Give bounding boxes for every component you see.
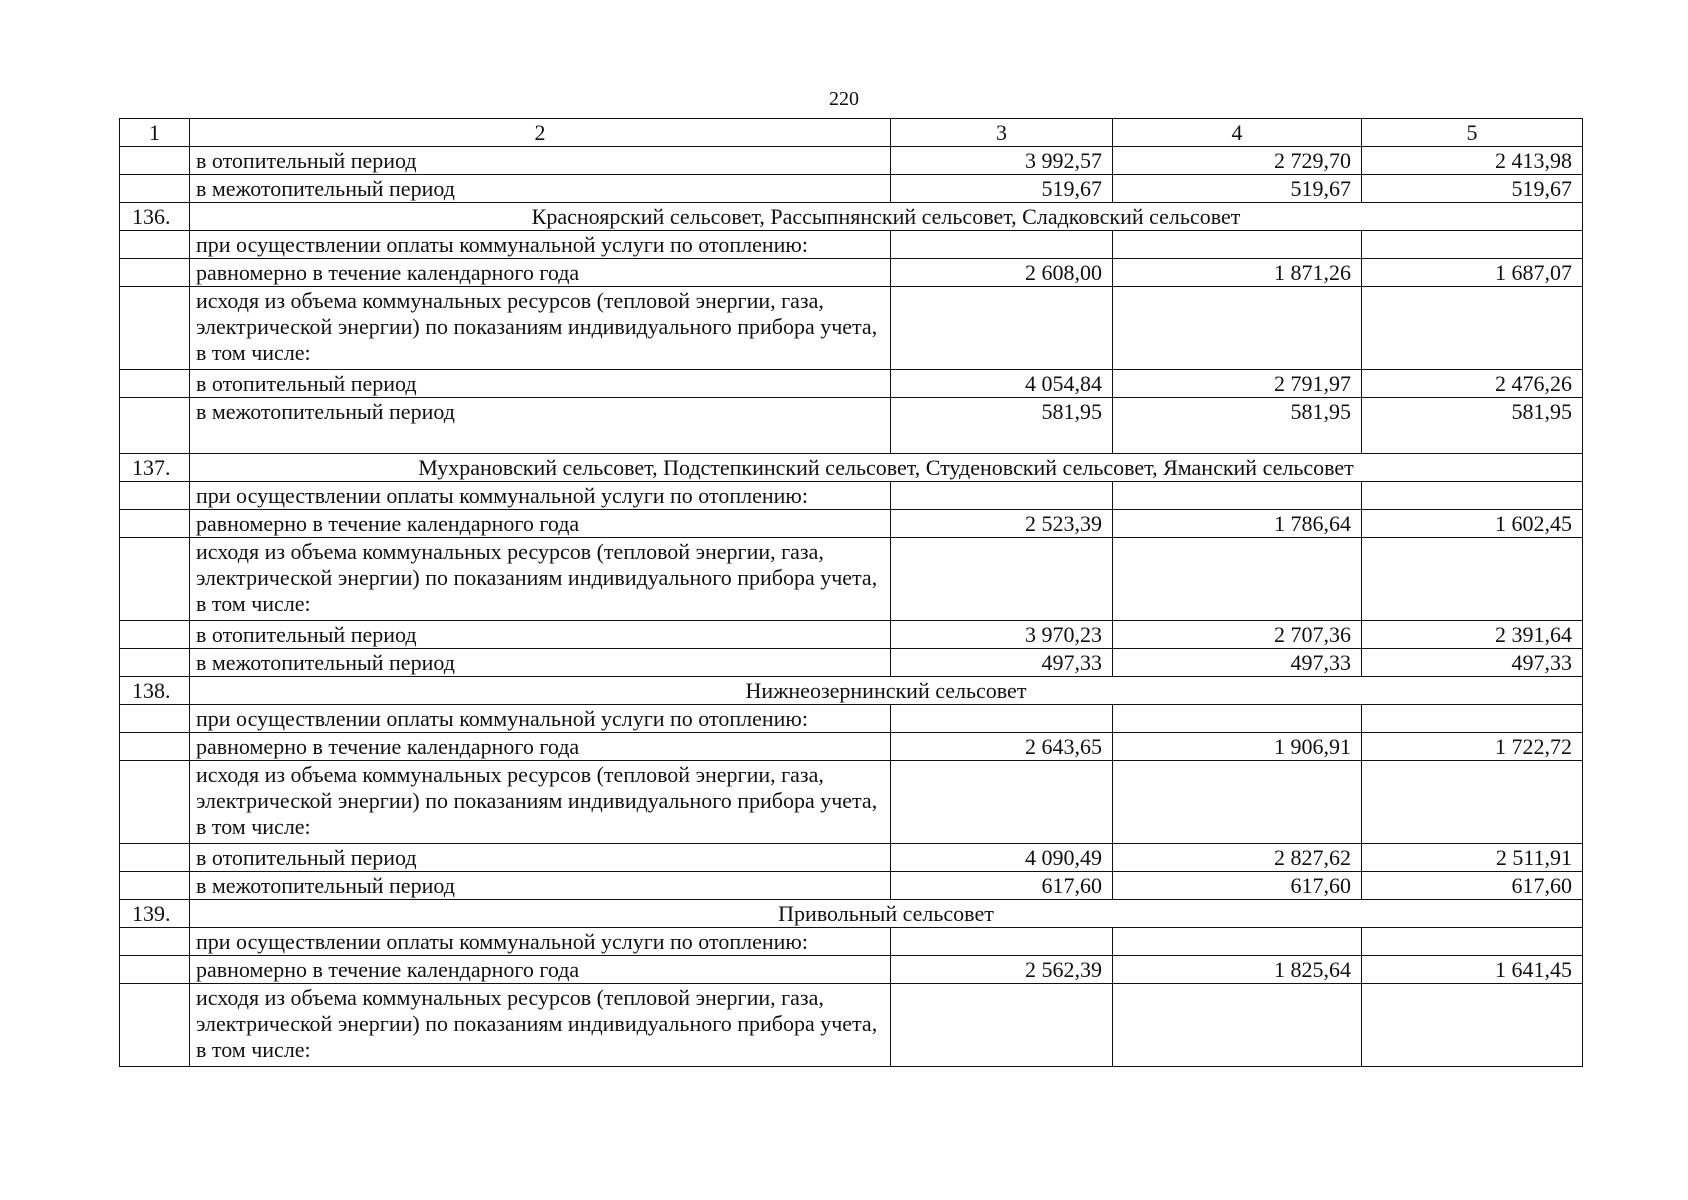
- row-number: [120, 649, 190, 677]
- row-description: равномерно в течение календарного года: [190, 956, 891, 984]
- section-title: Привольный сельсовет: [190, 900, 1583, 928]
- table-row: [120, 928, 1583, 956]
- value-col-3: [891, 231, 1113, 259]
- table-row: [120, 175, 1583, 203]
- header-row: [120, 119, 1583, 147]
- row-description: в отопительный период: [190, 621, 891, 649]
- value-col-5: 1 687,07: [1362, 259, 1583, 287]
- row-description: исходя из объема коммунальных ресурсов (тепловой энергии, газа, электрической энергии) по показаниям индивидуального прибора учета, в том числе:: [190, 761, 891, 844]
- table-row: [120, 259, 1583, 287]
- value-col-3: 519,67: [891, 175, 1113, 203]
- page-number: 220: [829, 88, 859, 110]
- table-row: [120, 761, 1583, 844]
- row-description: в межотопительный период: [190, 649, 891, 677]
- row-number: 137.: [120, 454, 190, 482]
- value-col-4: 2 707,36: [1113, 621, 1362, 649]
- row-description: равномерно в течение календарного года: [190, 259, 891, 287]
- value-col-4: [1113, 984, 1362, 1067]
- row-description: в отопительный период: [190, 147, 891, 175]
- row-number: [120, 482, 190, 510]
- value-col-3: 2 608,00: [891, 259, 1113, 287]
- value-col-4: [1113, 761, 1362, 844]
- value-col-4: 2 729,70: [1113, 147, 1362, 175]
- value-col-3: 4 090,49: [891, 844, 1113, 872]
- row-description: равномерно в течение календарного года: [190, 733, 891, 761]
- row-number: [120, 259, 190, 287]
- value-col-3: [891, 928, 1113, 956]
- value-col-5: [1362, 984, 1583, 1067]
- value-col-5: [1362, 482, 1583, 510]
- row-number: [120, 398, 190, 454]
- column-header-2: 2: [190, 119, 891, 147]
- value-col-5: [1362, 705, 1583, 733]
- section-title: Мухрановский сельсовет, Подстепкинский сельсовет, Студеновский сельсовет, Яманский сельсовет: [190, 454, 1583, 482]
- table-row: [120, 482, 1583, 510]
- row-number: [120, 956, 190, 984]
- row-description: в межотопительный период: [190, 175, 891, 203]
- value-col-3: 3 970,23: [891, 621, 1113, 649]
- value-col-5: 1 602,45: [1362, 510, 1583, 538]
- row-description: в отопительный период: [190, 370, 891, 398]
- row-description: при осуществлении оплаты коммунальной услуги по отоплению:: [190, 482, 891, 510]
- row-number: [120, 872, 190, 900]
- row-number: 139.: [120, 900, 190, 928]
- row-description: в отопительный период: [190, 844, 891, 872]
- value-col-3: [891, 705, 1113, 733]
- value-col-3: 581,95: [891, 398, 1113, 454]
- value-col-5: 1 641,45: [1362, 956, 1583, 984]
- value-col-4: 581,95: [1113, 398, 1362, 454]
- table-row: [120, 844, 1583, 872]
- value-col-4: [1113, 705, 1362, 733]
- value-col-4: [1113, 231, 1362, 259]
- value-col-4: 519,67: [1113, 175, 1362, 203]
- row-description: равномерно в течение календарного года: [190, 510, 891, 538]
- table-row: [120, 510, 1583, 538]
- table-row: [120, 621, 1583, 649]
- table-row: [120, 287, 1583, 370]
- row-number: [120, 984, 190, 1067]
- value-col-3: [891, 287, 1113, 370]
- value-col-3: [891, 761, 1113, 844]
- row-number: [120, 231, 190, 259]
- column-header-5: 5: [1362, 119, 1583, 147]
- value-col-4: 1 871,26: [1113, 259, 1362, 287]
- column-header-3: 3: [891, 119, 1113, 147]
- row-number: [120, 705, 190, 733]
- value-col-5: [1362, 538, 1583, 621]
- value-col-3: 2 562,39: [891, 956, 1113, 984]
- tariff-table: [119, 118, 1583, 1067]
- section-row: [120, 454, 1583, 482]
- table-row: [120, 231, 1583, 259]
- row-number: 138.: [120, 677, 190, 705]
- table-row: [120, 956, 1583, 984]
- section-row: [120, 900, 1583, 928]
- row-description: при осуществлении оплаты коммунальной услуги по отоплению:: [190, 231, 891, 259]
- value-col-5: [1362, 928, 1583, 956]
- row-description: при осуществлении оплаты коммунальной услуги по отоплению:: [190, 928, 891, 956]
- row-number: [120, 733, 190, 761]
- value-col-4: [1113, 538, 1362, 621]
- value-col-5: 519,67: [1362, 175, 1583, 203]
- table-row: [120, 872, 1583, 900]
- value-col-5: 2 511,91: [1362, 844, 1583, 872]
- value-col-3: 4 054,84: [891, 370, 1113, 398]
- column-header-4: 4: [1113, 119, 1362, 147]
- value-col-5: 2 476,26: [1362, 370, 1583, 398]
- row-description: исходя из объема коммунальных ресурсов (тепловой энергии, газа, электрической энергии) по показаниям индивидуального прибора учета, в том числе:: [190, 287, 891, 370]
- value-col-5: 2 413,98: [1362, 147, 1583, 175]
- value-col-3: [891, 538, 1113, 621]
- value-col-3: 617,60: [891, 872, 1113, 900]
- value-col-4: 617,60: [1113, 872, 1362, 900]
- table-row: [120, 538, 1583, 621]
- row-description: исходя из объема коммунальных ресурсов (тепловой энергии, газа, электрической энергии) по показаниям индивидуального прибора учета, в том числе:: [190, 984, 891, 1067]
- value-col-4: 1 906,91: [1113, 733, 1362, 761]
- value-col-3: 2 643,65: [891, 733, 1113, 761]
- value-col-5: 1 722,72: [1362, 733, 1583, 761]
- value-col-4: [1113, 482, 1362, 510]
- value-col-5: 497,33: [1362, 649, 1583, 677]
- row-number: [120, 510, 190, 538]
- value-col-4: 1 825,64: [1113, 956, 1362, 984]
- row-number: [120, 538, 190, 621]
- value-col-5: 617,60: [1362, 872, 1583, 900]
- table-row: [120, 649, 1583, 677]
- value-col-5: [1362, 231, 1583, 259]
- row-number: [120, 844, 190, 872]
- value-col-5: 581,95: [1362, 398, 1583, 454]
- table-row: [120, 705, 1583, 733]
- value-col-4: 2 827,62: [1113, 844, 1362, 872]
- value-col-5: [1362, 287, 1583, 370]
- value-col-3: 3 992,57: [891, 147, 1113, 175]
- section-row: [120, 677, 1583, 705]
- value-col-4: 2 791,97: [1113, 370, 1362, 398]
- value-col-3: 2 523,39: [891, 510, 1113, 538]
- row-number: [120, 370, 190, 398]
- value-col-3: 497,33: [891, 649, 1113, 677]
- value-col-3: [891, 984, 1113, 1067]
- table-row: [120, 398, 1583, 454]
- row-number: [120, 761, 190, 844]
- row-description: исходя из объема коммунальных ресурсов (тепловой энергии, газа, электрической энергии) по показаниям индивидуального прибора учета, в том числе:: [190, 538, 891, 621]
- row-number: 136.: [120, 203, 190, 231]
- row-number: [120, 175, 190, 203]
- row-number: [120, 287, 190, 370]
- column-header-1: 1: [120, 119, 190, 147]
- table-row: [120, 984, 1583, 1067]
- row-number: [120, 928, 190, 956]
- row-description: в межотопительный период: [190, 872, 891, 900]
- value-col-3: [891, 482, 1113, 510]
- section-row: [120, 203, 1583, 231]
- value-col-4: 497,33: [1113, 649, 1362, 677]
- row-description: в межотопительный период: [190, 398, 891, 454]
- row-description: при осуществлении оплаты коммунальной услуги по отоплению:: [190, 705, 891, 733]
- row-number: [120, 621, 190, 649]
- value-col-4: [1113, 928, 1362, 956]
- value-col-4: 1 786,64: [1113, 510, 1362, 538]
- value-col-5: [1362, 761, 1583, 844]
- table-row: [120, 370, 1583, 398]
- value-col-4: [1113, 287, 1362, 370]
- section-title: Нижнеозернинский сельсовет: [190, 677, 1583, 705]
- section-title: Красноярский сельсовет, Рассыпнянский сельсовет, Сладковский сельсовет: [190, 203, 1583, 231]
- table-row: [120, 733, 1583, 761]
- table-row: [120, 147, 1583, 175]
- value-col-5: 2 391,64: [1362, 621, 1583, 649]
- row-number: [120, 147, 190, 175]
